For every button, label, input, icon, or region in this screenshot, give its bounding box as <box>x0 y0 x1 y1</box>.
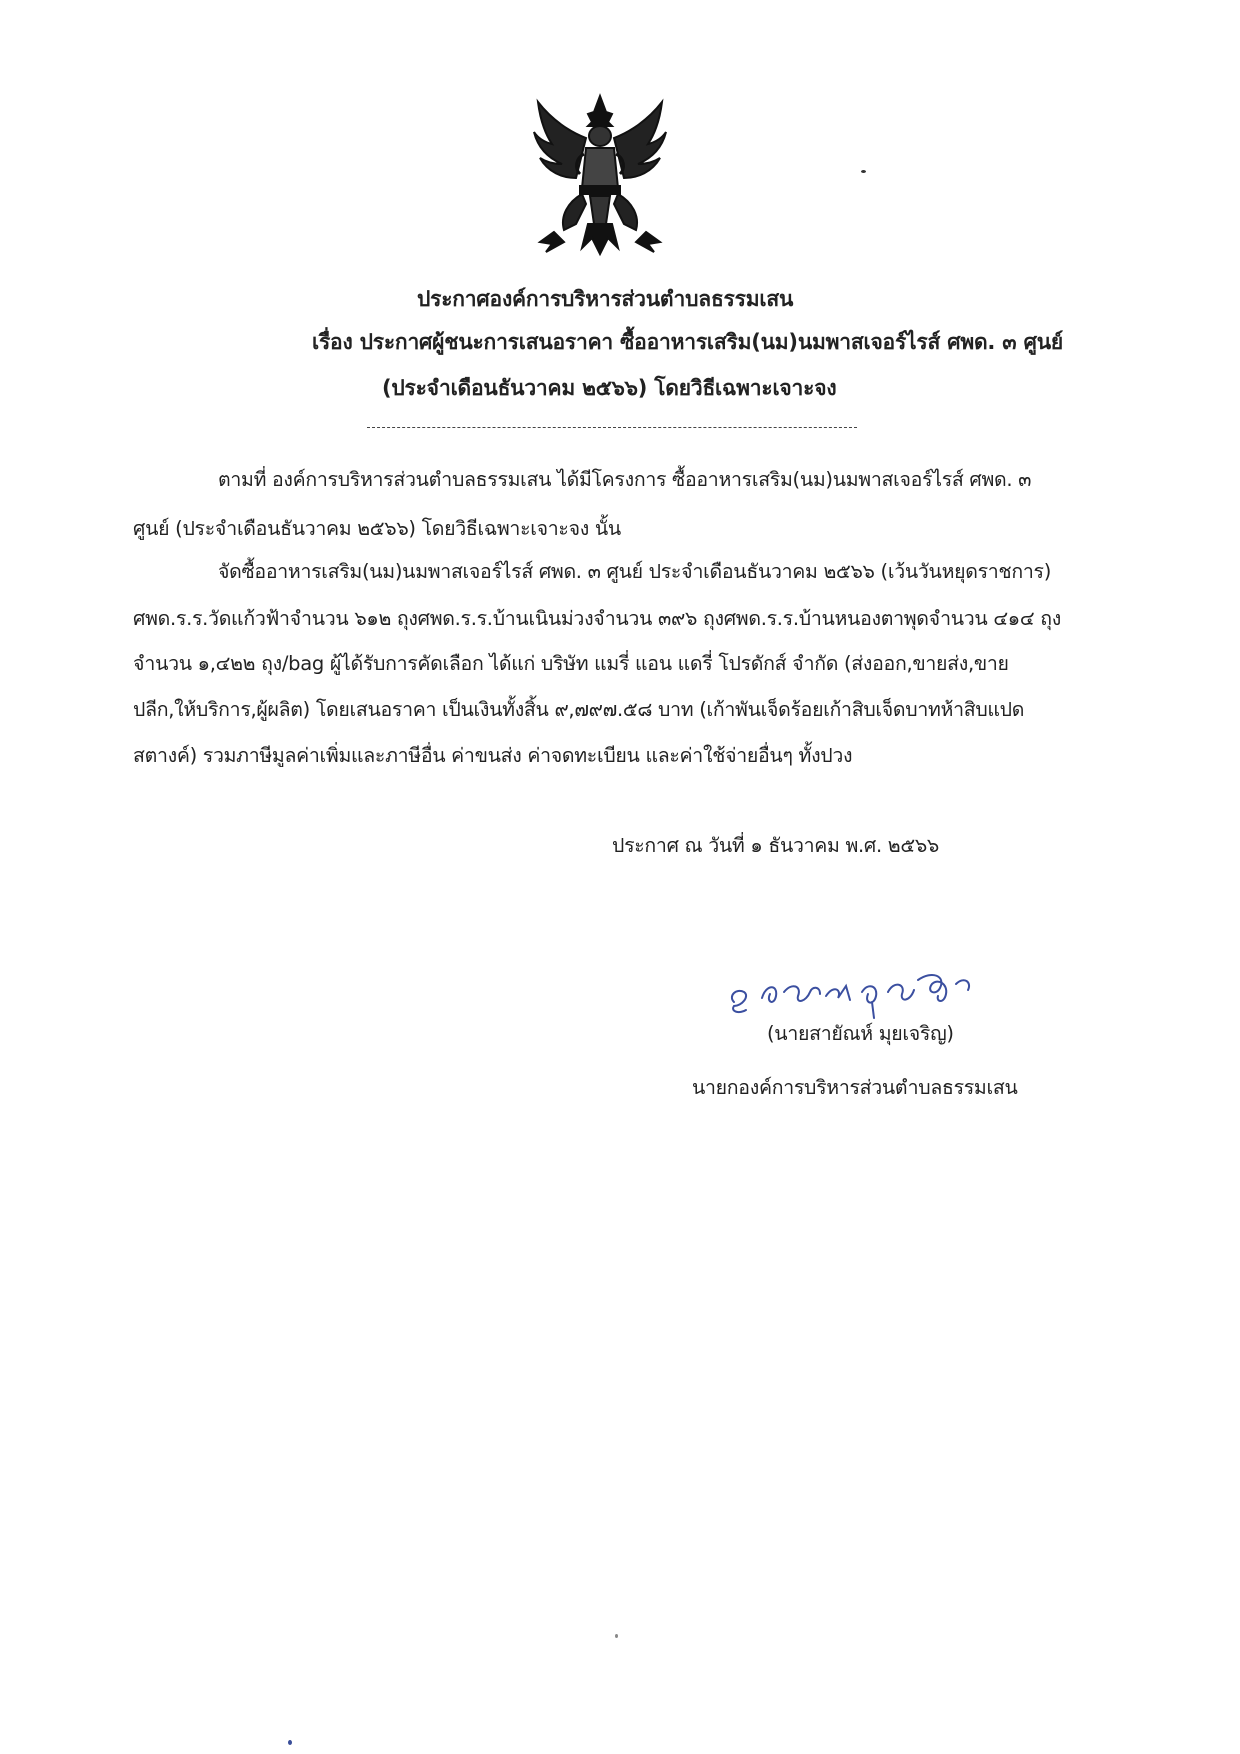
paragraph-2-line: ศพด.ร.ร.วัดแก้วฟ้าจำนวน ๖๑๒ ถุงศพด.ร.ร.บ้านเนินม่วงจำนวน ๓๙๖ ถุงศพด.ร.ร.บ้านหนองตาพุดจำนวน ๔๑๔ ถุง <box>133 607 1061 630</box>
garuda-emblem-icon <box>530 92 670 260</box>
announcement-date: ประกาศ ณ วันที่ ๑ ธันวาคม พ.ศ. ๒๕๖๖ <box>612 834 939 857</box>
announcement-subject-cont: (ประจำเดือนธันวาคม ๒๕๖๖) โดยวิธีเฉพาะเจาะจง <box>382 376 837 400</box>
dashed-divider <box>367 427 857 428</box>
announcement-heading: ประกาศองค์การบริหารส่วนตำบลธรรมเสน <box>417 287 794 311</box>
paragraph-1-line: ศูนย์ (ประจำเดือนธันวาคม ๒๕๖๖) โดยวิธีเฉพาะเจาะจง นั้น <box>133 517 621 540</box>
scan-speck <box>288 1740 292 1745</box>
signer-name: (นายสายัณห์ มุยเจริญ) <box>767 1022 954 1045</box>
paragraph-2-line: จัดซื้ออาหารเสริม(นม)นมพาสเจอร์ไรส์ ศพด. ๓ ศูนย์ ประจำเดือนธันวาคม ๒๕๖๖ (เว้นวันหยุดราชการ) <box>218 560 1052 583</box>
paragraph-1-line: ตามที่ องค์การบริหารส่วนตำบลธรรมเสน ได้มีโครงการ ซื้ออาหารเสริม(นม)นมพาสเจอร์ไรส์ ศพด. ๓ <box>218 468 1032 491</box>
paragraph-2-line: ปลีก,ให้บริการ,ผู้ผลิต) โดยเสนอราคา เป็นเงินทั้งสิ้น ๙,๗๙๗.๕๘ บาท (เก้าพันเจ็ดร้อยเก้าสิบเจ็ดบาทห้าสิบแปด <box>133 698 1025 721</box>
announcement-subject: เรื่อง ประกาศผู้ชนะการเสนอราคา ซื้ออาหารเสริม(นม)นมพาสเจอร์ไรส์ ศพด. ๓ ศูนย์ <box>312 330 1063 354</box>
scan-speck <box>861 170 866 173</box>
paragraph-2-line: สตางค์) รวมภาษีมูลค่าเพิ่มและภาษีอื่น ค่าขนส่ง ค่าจดทะเบียน และค่าใช้จ่ายอื่นๆ ทั้งปวง <box>133 744 853 767</box>
paragraph-2-line: จำนวน ๑,๔๒๒ ถุง/bag ผู้ได้รับการคัดเลือก ได้แก่ บริษัท แมรี่ แอน แดรี่ โปรดักส์ จำกัด (ส่งออก,ขายส่ง,ขาย <box>133 652 1009 675</box>
signer-title: นายกองค์การบริหารส่วนตำบลธรรมเสน <box>692 1076 1018 1099</box>
scan-speck <box>615 1634 618 1638</box>
signature-image <box>722 962 992 1020</box>
